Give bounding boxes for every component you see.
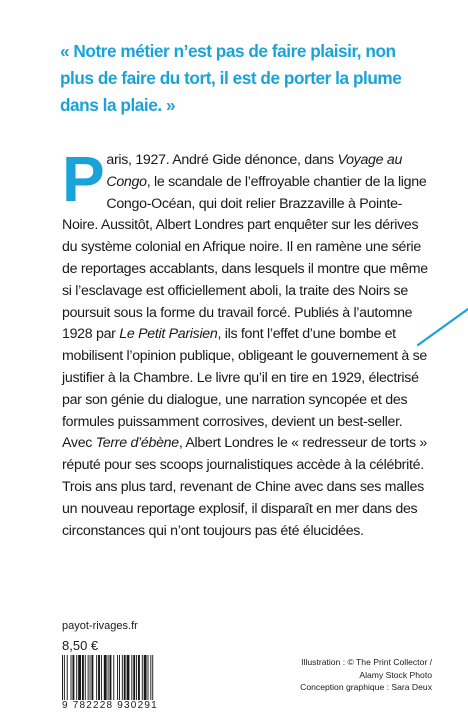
book-title-voyage-au-congo: Voyage au Congo <box>106 152 403 190</box>
barcode-bar <box>90 655 91 701</box>
credit-illustration: Illustration : © The Print Collector / <box>301 657 432 667</box>
barcode-bar <box>72 655 74 701</box>
barcode-bar <box>108 655 109 701</box>
barcode-bar <box>138 655 140 701</box>
blurb-text-4: , Albert Londres le « redresseur de torts » réputé pour ses scoops journalistiques accède à la célébrité. Trois ans plus tard, revenant de Chine avec dans ses malles un nouveau reportage explosif, il disparaît en mer dans des circonstances qui n’ont toujours pas été élucidées. <box>62 435 428 539</box>
barcode-bar <box>113 655 114 701</box>
image-credits <box>232 656 432 694</box>
barcode-bar <box>144 655 147 701</box>
credit-design: Conception graphique : Sara Deux <box>300 682 432 692</box>
barcode-bar <box>131 655 132 701</box>
barcode-bar <box>150 655 151 701</box>
newspaper-title-le-petit-parisien: Le Petit Parisien <box>119 326 218 343</box>
barcode-bar <box>82 655 84 701</box>
barcode-bar <box>76 655 77 701</box>
barcode-bar <box>122 655 123 701</box>
back-cover-blurb <box>62 143 434 542</box>
barcode-bar <box>96 655 97 701</box>
price: 8,50 € <box>62 638 99 653</box>
barcode-bar <box>119 655 120 701</box>
barcode-bar <box>136 655 137 701</box>
barcode-bar <box>110 655 112 701</box>
barcode-bar <box>91 655 93 701</box>
credit-photo-agency: Alamy Stock Photo <box>359 669 432 680</box>
barcode-bar <box>133 655 135 701</box>
barcode-bar <box>67 655 68 701</box>
pull-quote: « Notre métier n’est pas de faire plaisir, non plus de faire du tort, il est de porter la plume dans la plaie. » <box>60 41 402 115</box>
barcode-bar <box>127 655 130 701</box>
barcode-bar <box>85 655 86 701</box>
barcode-bar <box>71 655 72 701</box>
book-title-terre-d-ebene: Terre d’ébène <box>95 435 179 452</box>
barcode-number: 9 782228 930291 <box>62 700 190 711</box>
barcode-bar <box>101 655 102 701</box>
barcode-bar <box>104 655 107 701</box>
barcode-bar <box>64 655 65 701</box>
barcode-bar <box>98 655 100 701</box>
blurb-text-3: , ils font l’effet d’une bombe et mobilisent l’opinion publique, obligeant le gouvernement à se justifier à la Chambre. Le livre qu’il en tire en 1929, électrisé par son génie du dialogue, une narration syncopée et des formules puissamment corrosives, devient un best-seller. Avec <box>62 326 428 452</box>
barcode-bar <box>152 655 153 701</box>
barcode-bar <box>124 655 126 701</box>
barcode-bar <box>142 655 143 701</box>
barcode-bar <box>62 655 63 701</box>
barcode-bar <box>88 655 89 701</box>
blurb-text-1: aris, 1927. André Gide dénonce, dans <box>106 152 338 168</box>
barcode-bar <box>148 655 149 701</box>
drop-cap: P <box>62 143 105 215</box>
barcode-bar <box>78 655 81 701</box>
blurb-text-2: , le scandale de l’effroyable chantier de la ligne Congo-Océan, qui doit relier Brazzaville à Pointe-Noire. Aussitôt, Albert Londres part enquêter sur les dérives du système colonial en Afrique noire. Il en ramène une série de reportages accablants, dans lesquels il montre que même si l’esclavage est officiellement aboli, la traite des Noirs se poursuit sous la forme du travail forcé. Publiés à l’automne 1928 par <box>62 173 428 343</box>
publisher-website: payot-rivages.fr <box>62 620 138 632</box>
barcode-bar <box>117 655 118 701</box>
